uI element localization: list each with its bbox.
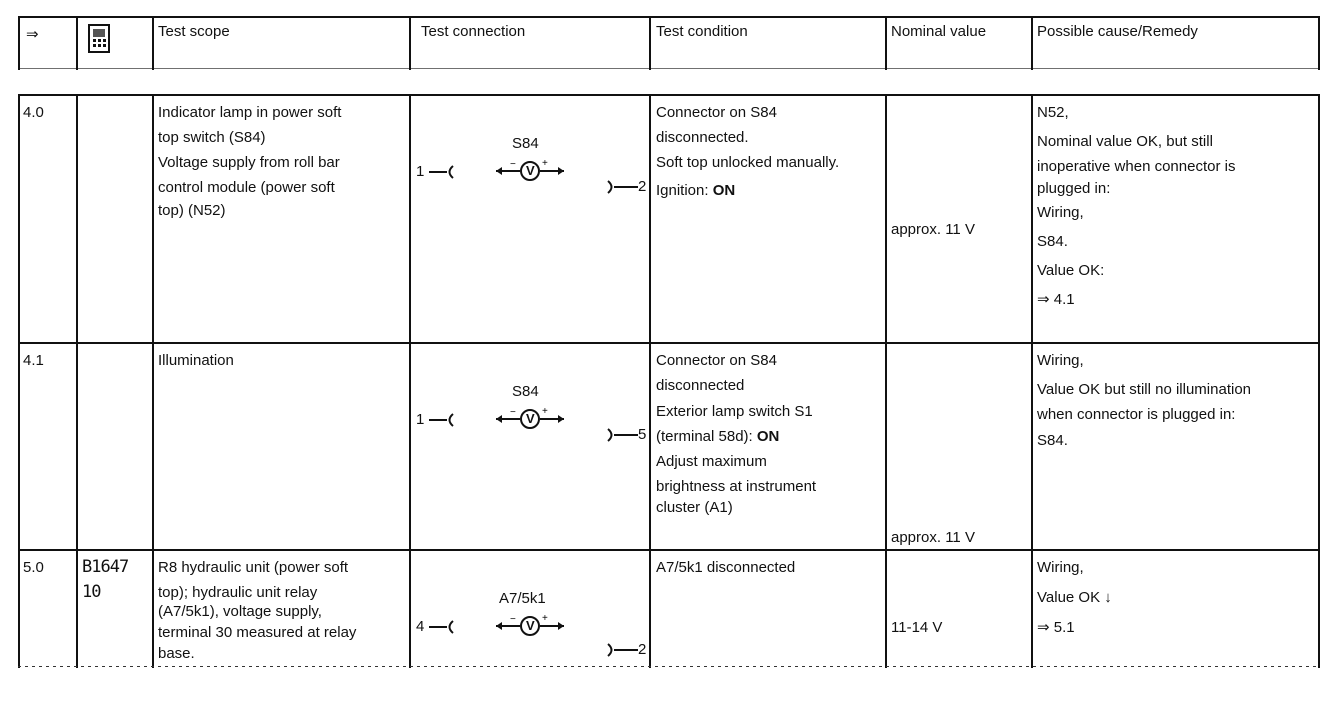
header-col-line — [1318, 16, 1320, 70]
bottom-cut-edge — [18, 666, 1320, 667]
body-col-line — [1031, 94, 1033, 668]
component-label: A7/5k1 — [499, 590, 546, 607]
svg-text:−: − — [510, 614, 516, 625]
body-col-line — [18, 94, 20, 668]
pin-left-connector-icon — [427, 411, 457, 429]
body-col-line — [649, 94, 651, 668]
meter-symbol: V — [526, 163, 535, 178]
body-col-line — [885, 94, 887, 668]
header-test-connection: Test connection — [421, 23, 526, 40]
row-divider — [18, 342, 1320, 344]
header-col-line — [18, 16, 20, 70]
pin-left-number: 1 — [416, 411, 425, 428]
pin-left-number: 1 — [416, 163, 425, 180]
header-arrow: ⇒ — [26, 26, 39, 43]
step-number: 5.0 — [23, 559, 44, 576]
pin-right-number: 5 — [638, 426, 647, 443]
header-col-line — [76, 16, 78, 70]
meter-symbol: V — [526, 411, 535, 426]
header-top-rule — [18, 16, 1320, 18]
scope-text: Illumination — [158, 352, 234, 369]
header-nominal-value: Nominal value — [891, 23, 987, 40]
header-col-line — [885, 16, 887, 70]
nominal-value: approx. 11 V — [891, 221, 975, 238]
svg-text:−: − — [510, 159, 516, 170]
tester-icon — [86, 24, 112, 54]
body-col-line — [1318, 94, 1320, 668]
nominal-value: approx. 11 V — [891, 529, 975, 546]
step-number: 4.1 — [23, 352, 44, 369]
component-label: S84 — [512, 383, 539, 400]
svg-text:+: + — [542, 613, 548, 624]
table-top-rule — [18, 94, 1320, 96]
pin-left-number: 4 — [416, 618, 425, 635]
body-col-line — [409, 94, 411, 668]
header-possible-cause: Possible cause/Remedy — [1037, 23, 1198, 40]
component-label: S84 — [512, 135, 539, 152]
body-col-line — [76, 94, 78, 668]
svg-text:+: + — [542, 406, 548, 417]
pin-right-number: 2 — [638, 178, 647, 195]
header-test-condition: Test condition — [656, 23, 748, 40]
step-number: 4.0 — [23, 104, 44, 121]
header-col-line — [1031, 16, 1033, 70]
header-test-scope: Test scope — [158, 23, 230, 40]
header-col-line — [649, 16, 651, 70]
pin-left-connector-icon — [427, 618, 457, 636]
body-col-line — [152, 94, 154, 668]
pin-right-connector-icon — [604, 641, 640, 659]
row-divider — [18, 549, 1320, 551]
pin-left-connector-icon — [427, 163, 457, 181]
pin-right-number: 2 — [638, 641, 647, 658]
pin-right-connector-icon — [604, 426, 640, 444]
header-col-line — [152, 16, 154, 70]
nominal-value: 11-14 V — [891, 619, 943, 636]
header-bottom-rule — [18, 68, 1320, 69]
svg-text:+: + — [542, 158, 548, 169]
header-col-line — [409, 16, 411, 70]
svg-text:−: − — [510, 407, 516, 418]
pin-right-connector-icon — [604, 178, 640, 196]
meter-symbol: V — [526, 618, 535, 633]
condition-text: A7/5k1 disconnected — [656, 559, 796, 576]
